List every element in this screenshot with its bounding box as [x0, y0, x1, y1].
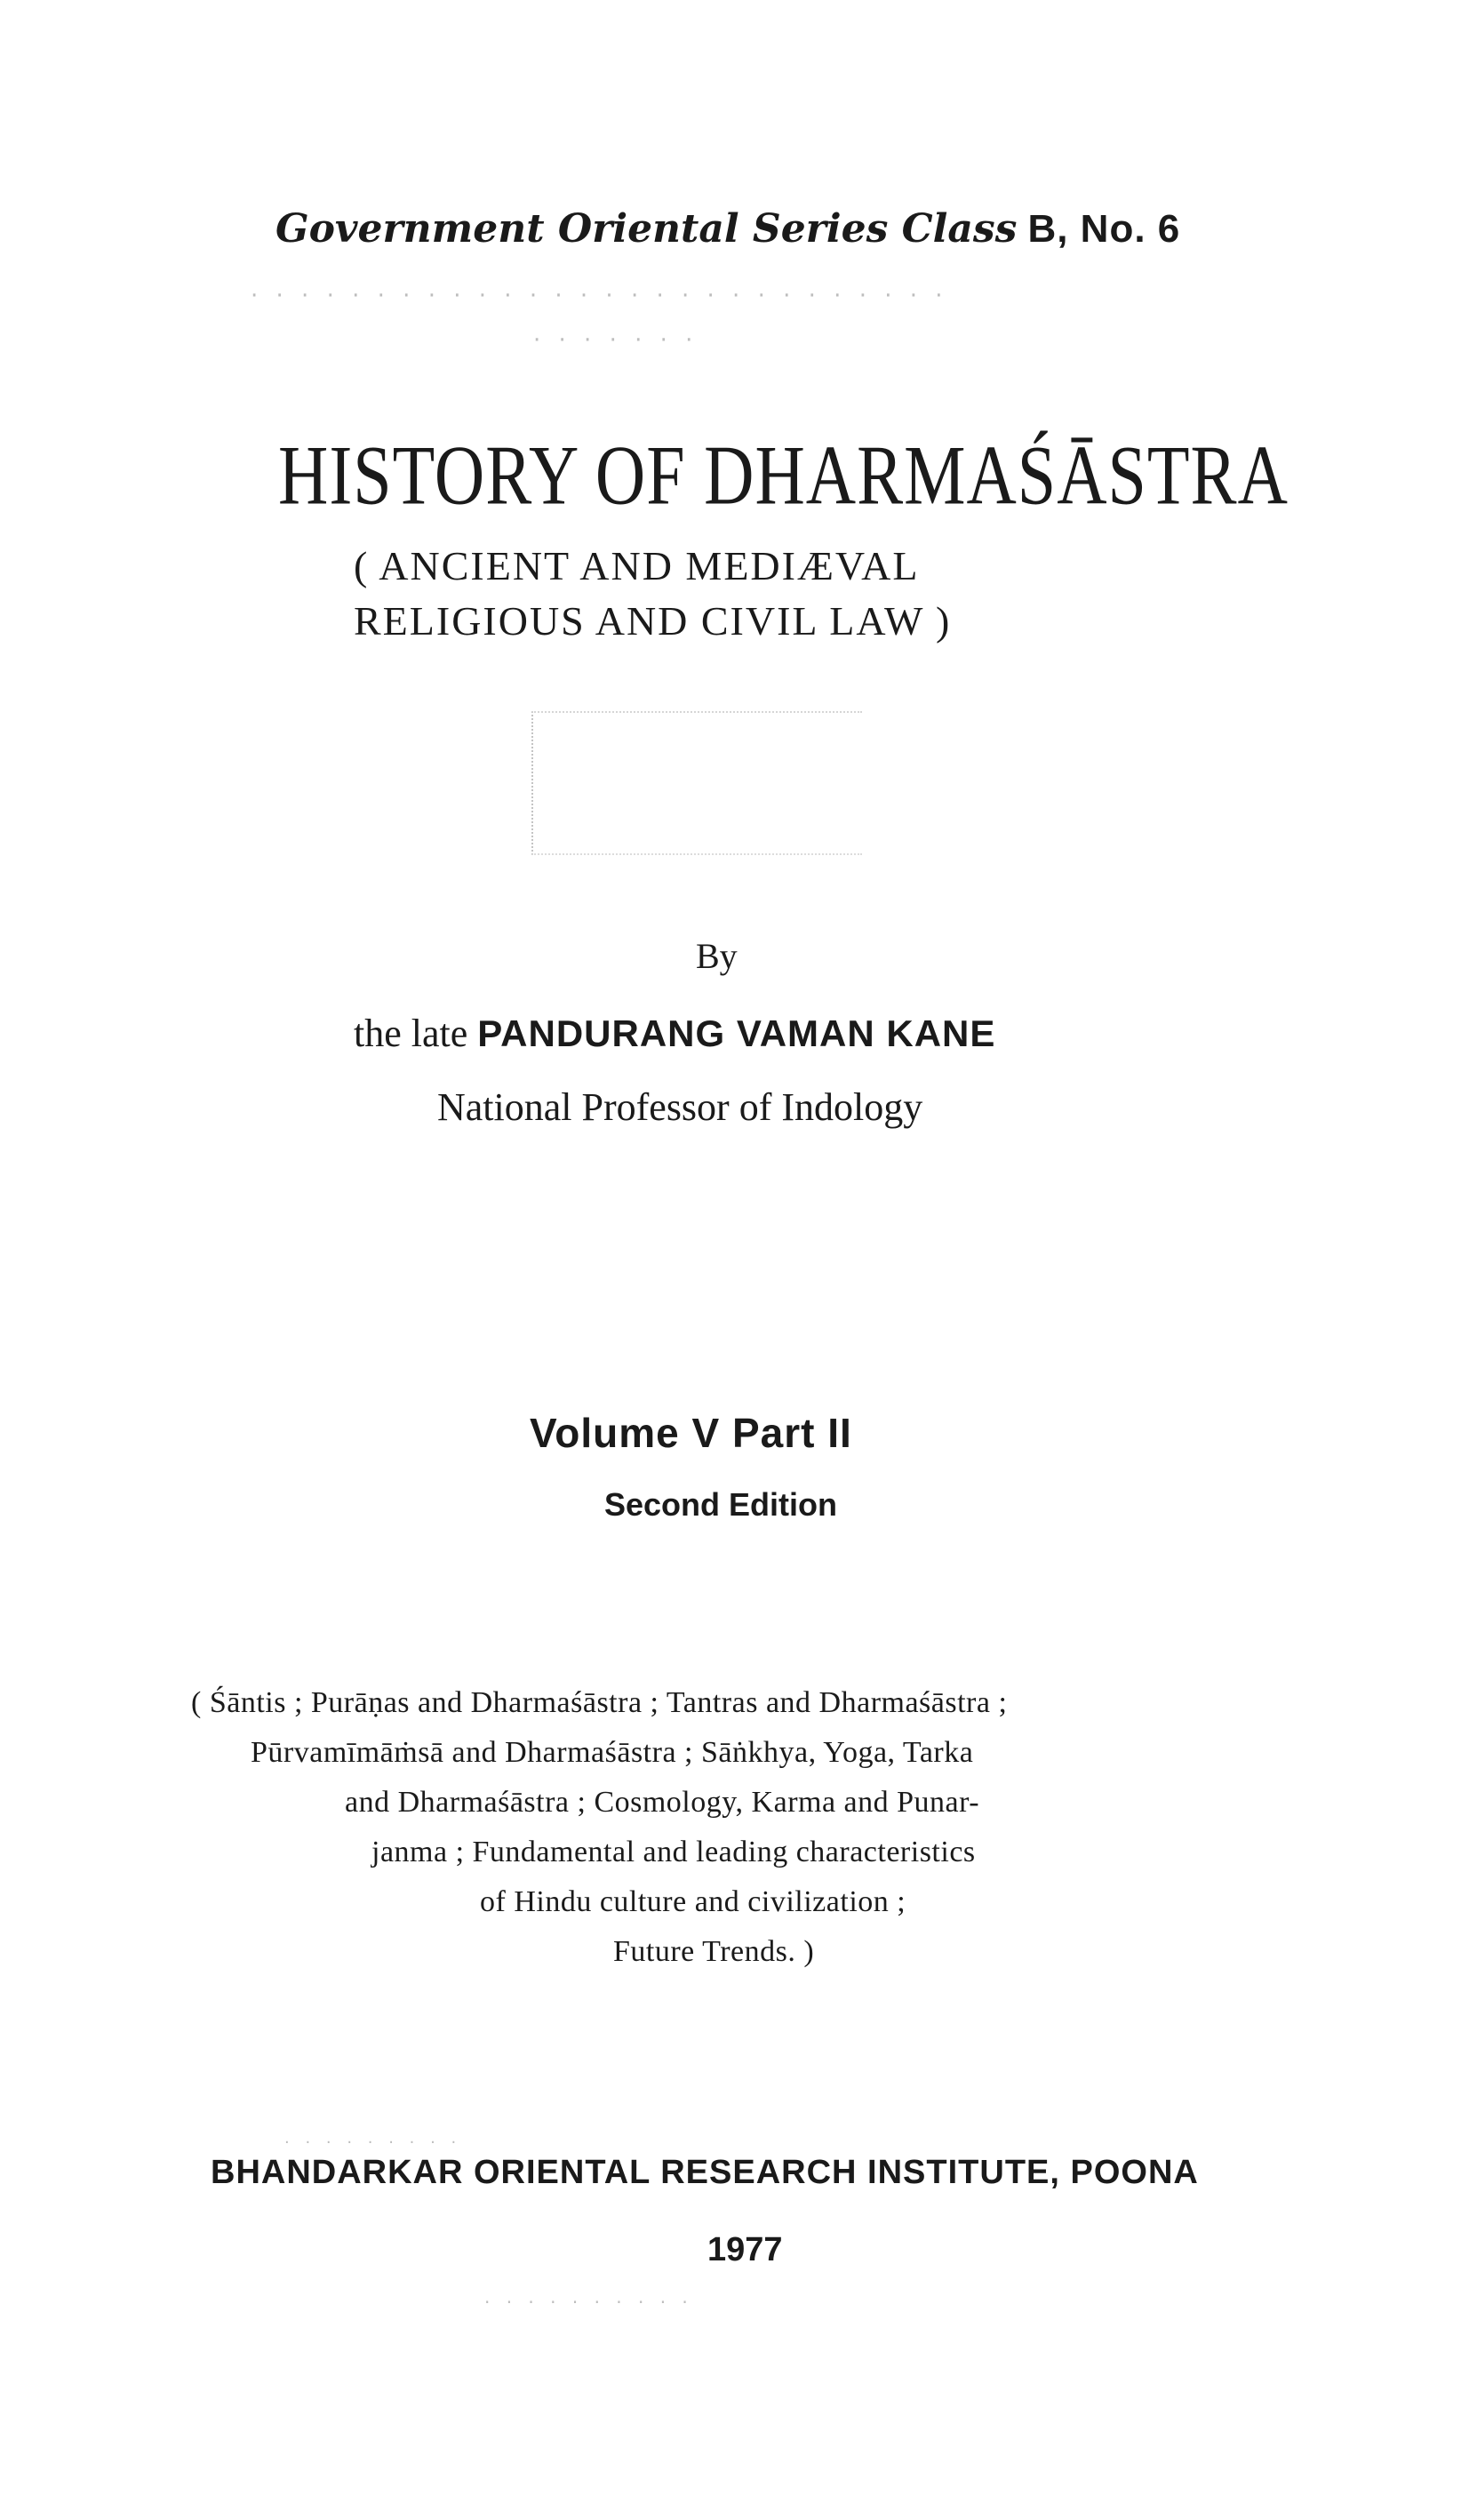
faint-stamp-line: · · · · · · · · · · · · · · · · · · · · · · · · · · · ·: [251, 283, 948, 309]
book-title: HISTORY OF DHARMAŚĀSTRA: [278, 428, 1289, 523]
publisher-name: BHANDARKAR ORIENTAL RESEARCH INSTITUTE, POONA: [211, 2154, 1199, 2191]
contents-line-6: Future Trends. ): [613, 1935, 815, 1968]
author-name: PANDURANG VAMAN KANE: [477, 1012, 996, 1054]
by-label: By: [696, 936, 738, 976]
volume-label: Volume V Part II: [530, 1410, 852, 1456]
faint-speckle: · · · · · · · · ·: [284, 2133, 462, 2152]
subtitle-line-1: ( ANCIENT AND MEDIÆVAL: [354, 543, 920, 588]
faint-bracket-mark: [531, 711, 862, 855]
series-heading: [275, 206, 1180, 252]
contents-line-5: of Hindu culture and civilization ;: [480, 1885, 906, 1918]
faint-speckle: · · · · · · · · · ·: [484, 2292, 693, 2313]
contents-line-1: ( Śāntis ; Purāṇas and Dharmaśāstra ; Tantras and Dharmaśāstra ;: [191, 1686, 1008, 1719]
faint-stamp-line: · · · · · · ·: [533, 327, 699, 354]
contents-line-3: and Dharmaśāstra ; Cosmology, Karma and Punar-: [345, 1786, 980, 1819]
author-line: [354, 1011, 995, 1056]
series-name: Government Oriental Series Class: [275, 206, 1018, 252]
contents-line-2: Pūrvamīmāṁsā and Dharmaśāstra ; Sāṅkhya, Yoga, Tarka: [251, 1736, 974, 1769]
subtitle-line-2: RELIGIOUS AND CIVIL LAW ): [354, 598, 952, 644]
edition-label: Second Edition: [604, 1486, 838, 1523]
publication-year: 1977: [707, 2231, 783, 2268]
author-designation: National Professor of Indology: [437, 1085, 923, 1129]
contents-line-4: janma ; Fundamental and leading characteristics: [371, 1836, 976, 1868]
series-number: B, No. 6: [1027, 207, 1181, 251]
author-prefix: the late: [354, 1012, 468, 1055]
